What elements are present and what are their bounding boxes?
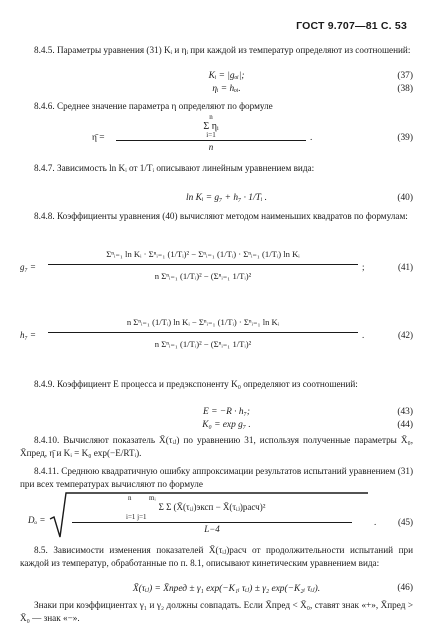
eq41-denominator: n Σⁿᵢ₌₁ (1/Tᵢ)² − (Σⁿᵢ₌₁ 1/Tᵢ)² — [154, 271, 252, 281]
equation-38-expr: ηᵢ = hₒᵢ. — [212, 84, 241, 94]
page-header: ГОСТ 9.707—81 С. 53 — [296, 20, 407, 32]
eq42-numerator: n Σⁿᵢ₌₁ (1/Tᵢ) ln Kᵢ − Σⁿᵢ₌₁ (1/Tᵢ) · Σⁿᵢ₌₁ ln Kᵢ — [126, 317, 280, 327]
eq39-end: . — [310, 133, 313, 143]
eq41-lhs: g₇ = — [20, 262, 36, 272]
equation-46-expr: X̄(τᵢⱼ) = X̄пред ± γ₁ exp(−K₁ᵢ τᵢⱼ) ± γ₂ exp(−K₂ᵢ τᵢⱼ). — [132, 584, 321, 594]
equation-40-expr: ln Kᵢ = g₇ + h₇ · 1/Tᵢ . — [185, 193, 267, 203]
eq39-lhs: η̄ = — [92, 133, 105, 143]
equation-42-number: (42) — [398, 330, 413, 340]
paragraph-8-4-10: 8.4.10. Вычисляют показатель X̄(τᵢⱼ) по уравнению 31, используя полученные параметры X̄₀, X̄пред, η̄ и Kᵢ = K₀ exp(−E/RTᵢ). — [20, 435, 413, 458]
equation-42 — [20, 312, 413, 362]
eq45-denominator: L−4 — [204, 524, 220, 534]
paragraph-8-4-9: 8.4.9. Коэффициент E процесса и предэкспоненту K₀ определяют из соотношений: — [34, 379, 358, 389]
eq45-top-m: mᵢ — [149, 494, 156, 502]
eq41-end: ; — [362, 262, 365, 272]
equation-38-number: (38) — [397, 84, 413, 94]
eq39-den: n — [208, 142, 214, 152]
equation-41-number: (41) — [398, 262, 413, 272]
paragraph-8-4-11: 8.4.11. Среднюю квадратичную ошибку аппроксимации результатов испытаний уравнением (31) при всех температурах вычисляют по формуле — [20, 466, 413, 489]
equation-39 — [20, 114, 413, 158]
equation-37-expr: Kᵢ = |gₒᵢ|; — [208, 71, 245, 81]
eq42-fraction — [48, 312, 358, 355]
equation-43-expr: E = −R · h₇; — [203, 407, 250, 417]
eq45-index: i=1 j=1 — [126, 513, 147, 521]
eq45-numerator: Σ Σ (X̄(τᵢⱼ)эксп − X̄(τᵢⱼ)расч)² — [158, 502, 266, 512]
eq41-fraction — [48, 244, 358, 287]
equation-43-number: (43) — [397, 407, 413, 417]
paragraph-8-4-7: 8.4.7. Зависимость ln Kᵢ от 1/Tᵢ описывают линейным уравнением вида: — [34, 163, 315, 173]
equation-44-expr: K₀ = exp g₇ . — [202, 420, 251, 430]
equation-46-number: (46) — [397, 583, 413, 593]
equation-39-number: (39) — [397, 133, 413, 143]
equation-40 — [40, 193, 413, 207]
equation-37-number: (37) — [397, 71, 413, 81]
paragraph-8-4-6: 8.4.6. Среднее значение параметра η определяют по формуле — [34, 101, 273, 111]
eq45-fraction — [72, 495, 352, 535]
eq45-top-n: n — [128, 494, 132, 502]
paragraph-8-4-8: 8.4.8. Коэффициенты уравнения (40) вычисляют методом наименьших квадратов по формулам: — [34, 211, 408, 221]
equation-45-number: (45) — [398, 517, 413, 527]
equation-41 — [20, 244, 413, 294]
equation-37 — [40, 71, 413, 85]
eq45-end: . — [374, 517, 377, 527]
equation-38 — [40, 84, 413, 98]
eq41-numerator: Σⁿᵢ₌₁ ln Kᵢ · Σⁿᵢ₌₁ (1/Tᵢ)² − Σⁿᵢ₌₁ (1/Tᵢ) · Σⁿᵢ₌₁ (1/Tᵢ) ln Kᵢ — [106, 249, 300, 259]
paragraph-8-4-5: 8.4.5. Параметры уравнения (31) Kᵢ и ηᵢ при каждой из температур определяют из соотношений: — [34, 45, 411, 55]
eq39-num-index: i=1 — [206, 131, 216, 139]
eq42-denominator: n Σⁿᵢ₌₁ (1/Tᵢ)² − (Σⁿᵢ₌₁ 1/Tᵢ)² — [154, 339, 252, 349]
eq39-num-top: n — [209, 113, 213, 121]
paragraph-8-5: 8.5. Зависимости изменения показателей X̄(τᵢⱼ)расч от продолжительности испытаний при каждой из температур, обработанные по п. 8.1, описывают кинетическим уравнением вида: — [20, 545, 413, 568]
paragraph-8-5-signs: Знаки при коэффициентах γ₁ и γ₂ должны совпадать. Если X̄пред < X̄₀, ставят знак «+», X̄пред > X̄₀ — знак «−». — [20, 600, 413, 623]
eq39-num-sum: Σ ηᵢ — [203, 121, 219, 132]
eq45-upper-limits — [72, 495, 352, 502]
eq42-end: . — [362, 330, 365, 340]
eq42-lhs: h₇ = — [20, 330, 36, 340]
equation-45 — [20, 491, 413, 539]
equation-46 — [40, 583, 413, 597]
eq45-lhs: Dₒ = — [28, 515, 46, 525]
eq39-fraction — [116, 114, 306, 153]
equation-43 — [40, 407, 413, 421]
equation-44-number: (44) — [397, 420, 413, 430]
equation-44 — [40, 420, 413, 434]
equation-40-number: (40) — [397, 193, 413, 203]
